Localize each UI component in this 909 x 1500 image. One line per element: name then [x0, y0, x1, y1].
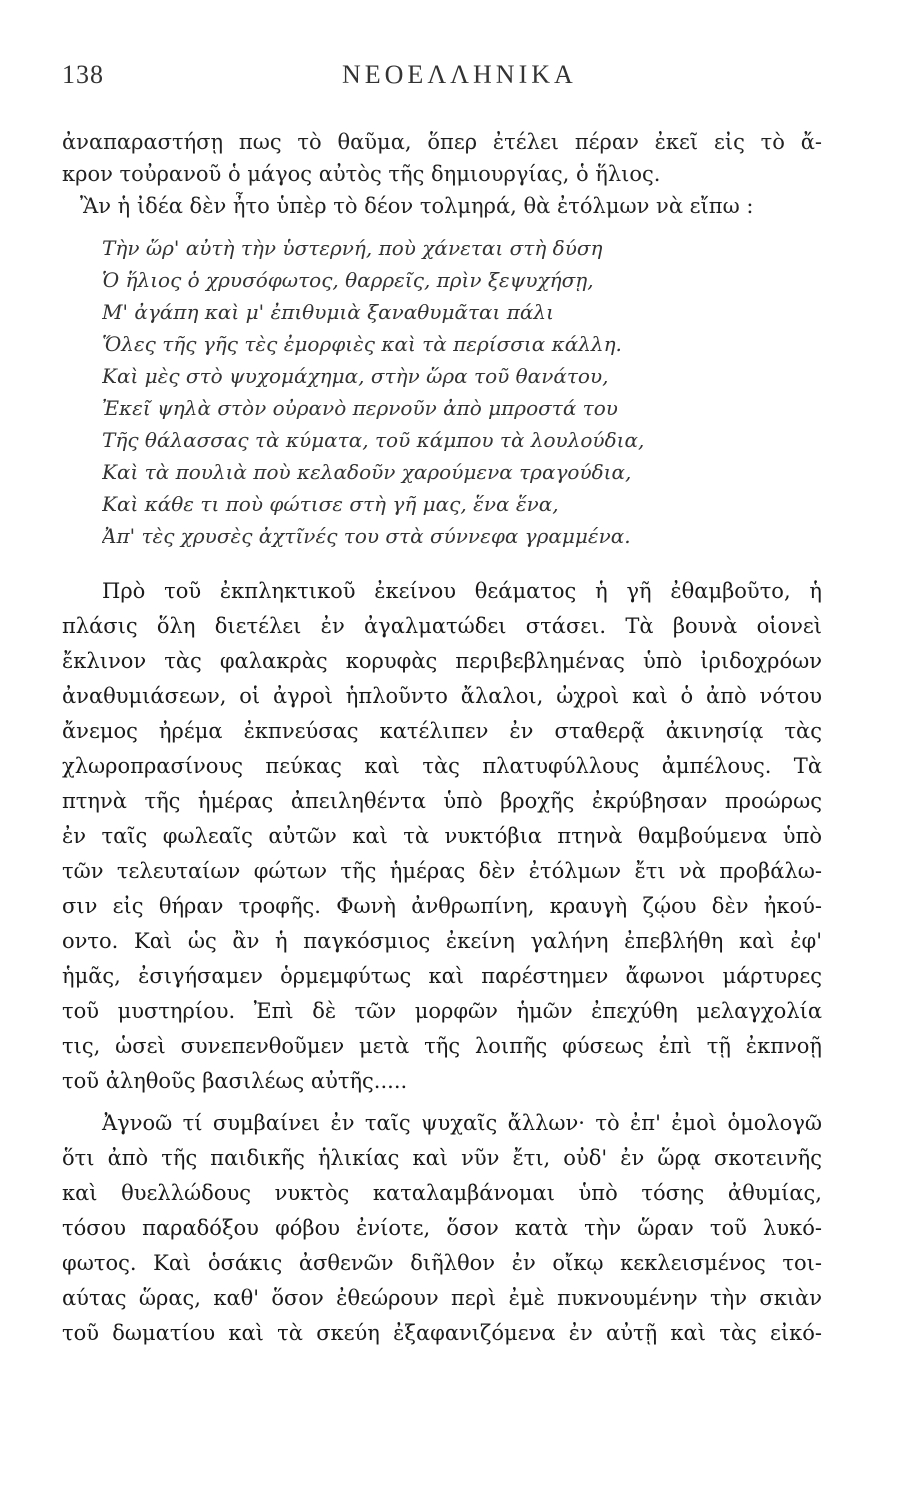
text-line: σιν εἰς θήραν τροφῆς. Φωνὴ ἀνθρωπίνη, κραυγὴ ζῴου δὲν ἠκού- [62, 894, 822, 918]
poem-line: Καὶ τὰ πουλιὰ ποὺ κελαδοῦν χαρούμενα τραγούδια, [102, 460, 632, 484]
text-line: ἄνεμος ἠρέμα ἐκπνεύσας κατέλιπεν ἐν σταθερᾷ ἀκινησίᾳ τὰς [62, 719, 822, 743]
body-text [62, 128, 822, 1353]
text-line: ἐν ταῖς φωλεαῖς αὐτῶν καὶ τὰ νυκτόβια πτηνὰ θαμβούμενα ὑπὸ [62, 824, 822, 848]
paragraph-twilight [62, 1108, 822, 1348]
running-title: ΝΕΟΕΛΛΗΝΙΚΑ [342, 60, 577, 89]
text-line: Ἂν ἡ ἰδέα δὲν ἦτο ὑπὲρ τὸ δέον τολμηρά, θὰ ἐτόλμων νὰ εἴπω : [80, 194, 754, 218]
text-line: τόσου παραδόξου φόβου ἐνίοτε, ὅσον κατὰ τὴν ὥραν τοῦ λυκό- [62, 1216, 822, 1240]
poem-line: Τῆς θάλασσας τὰ κύματα, τοῦ κάμπου τὰ λουλούδια, [102, 428, 645, 452]
text-line: οντο. Καὶ ὡς ἂν ἡ παγκόσμιος ἐκείνη γαλήνη ἐπεβλήθη καὶ ἐφ' [62, 929, 822, 953]
text-line: πτηνὰ τῆς ἡμέρας ἀπειληθέντα ὑπὸ βροχῆς ἐκρύβησαν προώρως [62, 789, 822, 813]
text-line: ἔκλινον τὰς φαλακρὰς κορυφὰς περιβεβλημένας ὑπὸ ἰριδοχρόων [62, 649, 822, 673]
text-line: τοῦ δωματίου καὶ τὰ σκεύη ἐξαφανιζόμενα ἐν αὐτῇ καὶ τὰς εἰκό- [62, 1321, 822, 1345]
text-line: τις, ὡσεὶ συνεπενθοῦμεν μετὰ τῆς λοιπῆς φύσεως ἐπὶ τῇ ἐκπνοῇ [62, 1034, 822, 1058]
text-line: Ἀγνοῶ τί συμβαίνει ἐν ταῖς ψυχαῖς ἄλλων· τὸ ἐπ' ἐμοὶ ὁμολογῶ [102, 1111, 822, 1135]
text-line: φωτος. Καὶ ὁσάκις ἀσθενῶν διῆλθον ἐν οἴκῳ κεκλεισμένος τοι- [62, 1251, 822, 1275]
poem-line: Καὶ μὲς στὸ ψυχομάχημα, στὴν ὥρα τοῦ θανάτου, [102, 364, 609, 388]
paragraph-spectacle [62, 576, 822, 1096]
text-line: ὅτι ἀπὸ τῆς παιδικῆς ἡλικίας καὶ νῦν ἔτι, οὐδ' ἐν ὥρᾳ σκοτεινῆς [62, 1146, 822, 1170]
text-line: καὶ θυελλώδους νυκτὸς καταλαμβάνομαι ὑπὸ τόσης ἀθυμίας, [62, 1181, 822, 1205]
poem-line: Καὶ κάθε τι ποὺ φώτισε στὴ γῆ μας, ἕνα ἕνα, [102, 492, 559, 516]
text-line: αύτας ὥρας, καθ' ὅσον ἐθεώρουν περὶ ἐμὲ πυκνουμένην τὴν σκιὰν [62, 1286, 822, 1310]
text-line: ἀναθυμιάσεων, οἱ ἀγροὶ ἡπλοῦντο ἄλαλοι, ὠχροὶ καὶ ὁ ἀπὸ νότου [62, 684, 822, 708]
text-line: ἀναπαραστήσῃ πως τὸ θαῦμα, ὅπερ ἐτέλει πέραν ἐκεῖ εἰς τὸ ἄ- [62, 130, 822, 154]
text-line: κρον τοὐρανοῦ ὁ μάγος αὐτὸς τῆς δημιουργίας, ὁ ἥλιος. [62, 162, 661, 186]
page-header [62, 60, 822, 100]
poem-block [102, 234, 802, 550]
text-line: πλάσις ὅλη διετέλει ἐν ἀγαλματώδει στάσει. Τὰ βουνὰ οἱονεὶ [62, 614, 822, 638]
text-line: ἡμᾶς, ἐσιγήσαμεν ὁρμεμφύτως καὶ παρέστημεν ἄφωνοι μάρτυρες [62, 964, 822, 988]
poem-line: Ἐκεῖ ψηλὰ στὸν οὐρανὸ περνοῦν ἀπὸ μπροστά του [102, 396, 618, 420]
page-number: 138 [62, 60, 104, 89]
text-line: τοῦ μυστηρίου. Ἐπὶ δὲ τῶν μορφῶν ἡμῶν ἐπεχύθη μελαγχολία [62, 999, 822, 1023]
text-line: τοῦ ἀληθοῦς βασιλέως αὐτῆς..... [62, 1069, 408, 1093]
text-line: Πρὸ τοῦ ἐκπληκτικοῦ ἐκείνου θεάματος ἡ γῆ ἐθαμβοῦτο, ἡ [102, 579, 822, 603]
text-line: χλωροπρασίνους πεύκας καὶ τὰς πλατυφύλλους ἀμπέλους. Τὰ [62, 754, 822, 778]
text-line: τῶν τελευταίων φώτων τῆς ἡμέρας δὲν ἐτόλμων ἔτι νὰ προβάλω- [62, 859, 822, 883]
paragraph-intro [62, 128, 822, 220]
poem-line: Ὁ ἥλιος ὁ χρυσόφωτος, θαρρεῖς, πρὶν ξεψυχήσῃ, [102, 268, 594, 292]
poem-line: Ἀπ' τὲς χρυσὲς ἀχτῖνές του στὰ σύννεφα γραμμένα. [102, 524, 631, 548]
poem-line: Μ' ἀγάπη καὶ μ' ἐπιθυμιὰ ξαναθυμᾶται πάλι [102, 300, 554, 324]
poem-line: Τὴν ὥρ' αὐτὴ τὴν ὑστερνή, ποὺ χάνεται στὴ δύση [102, 236, 603, 260]
poem-line: Ὅλες τῆς γῆς τὲς ἐμορφιὲς καὶ τὰ περίσσια κάλλη. [102, 332, 622, 356]
